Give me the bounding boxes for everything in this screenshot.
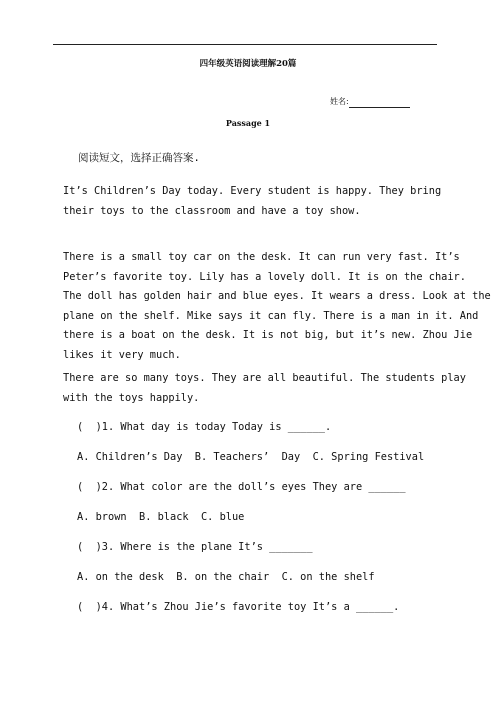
paragraph-line: There are so many toys. They are all beautiful. The students play [63, 372, 466, 384]
name-blank-line [349, 98, 410, 108]
paragraph-line: with the toys happily. [63, 391, 200, 404]
paragraph-2 [53, 248, 491, 365]
instruction-text: 阅读短文，选择正确答案. [78, 152, 200, 164]
passage-label: Passage 1 [225, 118, 271, 128]
paragraph-line: Peter’s favorite toy. Lily has a lovely doll. It is on the chair. [63, 270, 466, 283]
question-2-options: A. brown B. black C. blue [77, 511, 245, 523]
paragraph-1 [53, 182, 442, 221]
paragraph-line: plane on the shelf. Mike says it can fly. There is a man in it. And [63, 309, 479, 322]
paragraph-line: their toys to the classroom and have a toy show. [63, 204, 361, 217]
document-title: 四年级英语阅读理解20篇 [199, 59, 297, 69]
question-3: ( )3. Where is the plane It’s _______ [77, 541, 313, 553]
question-1: ( )1. What day is today Today is ______. [77, 421, 332, 433]
paragraph-line: likes it very much. [63, 348, 181, 361]
question-2: ( )2. What color are the doll’s eyes They are ______ [77, 481, 406, 493]
paragraph-line: There is a small toy car on the desk. It can run very fast. It’s [63, 251, 460, 263]
question-1-options: A. Children’s Day B. Teachers’ Day C. Spring Festival [77, 451, 425, 463]
paragraph-3 [53, 369, 466, 408]
question-3-options: A. on the desk B. on the chair C. on the shelf [77, 571, 375, 583]
name-label: 姓名: [330, 97, 349, 106]
paragraph-line: there is a boat on the desk. It is not big, but it’s new. Zhou Jie [63, 329, 473, 341]
header-rule [53, 44, 437, 45]
paragraph-line: The doll has golden hair and blue eyes. It wears a dress. Look at the [63, 290, 491, 302]
question-4: ( )4. What’s Zhou Jie’s favorite toy It’s a ______. [77, 601, 400, 613]
paragraph-line: It’s Children’s Day today. Every student is happy. They bring [63, 185, 442, 197]
name-field [330, 96, 410, 108]
